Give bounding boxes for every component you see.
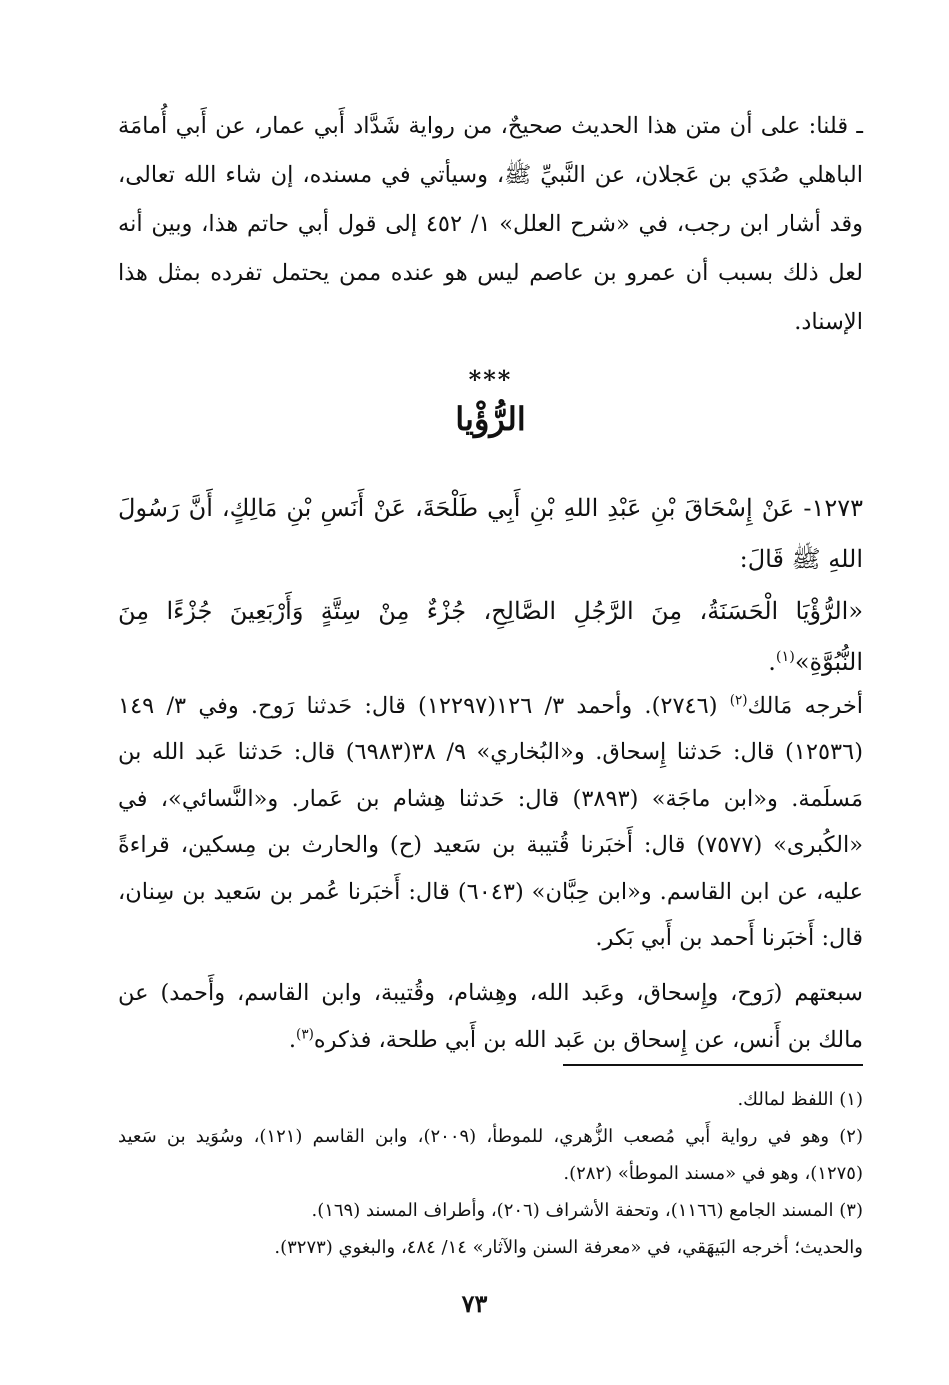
footnotes	[118, 1081, 863, 1266]
takhrij-start: أخرجه مَالك	[747, 692, 863, 719]
section-separator: ***	[468, 365, 513, 394]
summary-paragraph	[118, 970, 863, 1064]
footnote-3-continued: والحديث؛ أخرجه البَيهَقي، في «معرفة السنن والآثار» ١٤/ ٤٨٤، والبغوي (٣٢٧٣).	[274, 1237, 863, 1258]
intro-paragraph: ـ قلنا: على أن متن هذا الحديث صحيحٌ، من رواية شَدَّاد أَبي عمار، عن أَبي أُمامَة الباهلي صُدَي بن عَجلان، عن النَّبيِّ ﷺ، وسيأتي في مسنده، إن شاء الله تعالى، وقد أشار ابن رجب، في «شرح العلل» ١/ ٤٥٢ إلى قول أبي حاتم هذا، وبين أنه لعل ذلك بسبب أن عمرو بن عاصم ليس هو عنده ممن يحتمل تفرده بمثل هذا الإسناد.	[118, 113, 864, 335]
matn-end: .	[768, 648, 776, 676]
footnote-ref-3: (٣)	[296, 1026, 314, 1042]
hadith-isnad: ١٢٧٣- عَنْ إِسْحَاقَ بْنِ عَبْدِ اللهِ بْنِ أَبِي طَلْحَةَ، عَنْ أَنَسِ بْنِ مَالِكٍ، أَنَّ رَسُولَ اللهِ ﷺ قَالَ:	[118, 494, 863, 573]
page-number: ٧٣	[461, 1289, 488, 1318]
summary-end: .	[288, 1026, 297, 1053]
footnote-2: (٢) وهو في رواية أَبي مُصعب الزُّهري، للموطأ، (٢٠٠٩)، وابن القاسم (١٢١)، وسُوَيد بن سَعيد (١٢٧٥)، وهو في «مسند الموطأ» (٢٨٢).	[118, 1126, 863, 1184]
matn-text: «الرُّؤْيَا الْحَسَنَةُ، مِنَ الرَّجُلِ الصَّالِحِ، جُزْءٌ مِنْ سِتَّةٍ وَأَرْبَعِينَ جُزْءًا مِنَ النُّبُوَّةِ»	[118, 597, 863, 676]
footnote-ref-2: (٢)	[729, 692, 748, 708]
footnote-ref-1: (١)	[775, 649, 795, 665]
summary-text: سبعتهم (رَوح، وإِسحاق، وعَبد الله، وهِشام، وقُتيبة، وابن القاسم، وأَحمد) عن مالك بن أَنس، عن إِسحاق بن عَبد الله بن أَبي طلحة، فذكره	[118, 979, 863, 1053]
section-title: الرُّؤْيا	[455, 400, 526, 438]
footnote-1: (١) اللفظ لمالك.	[737, 1089, 863, 1110]
footnote-divider	[563, 1064, 863, 1066]
hadith-matn	[118, 586, 863, 688]
takhrij-paragraph	[118, 683, 863, 962]
footnote-3: (٣) المسند الجامع (١١٦٦)، وتحفة الأشراف (٢٠٦)، وأطراف المسند (١٦٩).	[311, 1200, 863, 1221]
takhrij-rest: (٢٧٤٦). وأحمد ٣/ ١٢٦(١٢٢٩٧) قال: حَدثنا رَوح. وفي ٣/ ١٤٩ (١٢٥٣٦) قال: حَدثنا إِسحاق. و«البُخاري» ٩/ ٣٨(٦٩٨٣) قال: حَدثنا عَبد الله بن مَسلَمة. و«ابن ماجَة» (٣٨٩٣) قال: حَدثنا هِشام بن عَمار. و«النَّسائي»، في «الكُبرى» (٧٥٧٧) قال: أَخبَرنا قُتيبة بن سَعيد (ح) والحارث بن مِسكين، قراءةً عليه، عن ابن القاسم. و«ابن حِبَّان» (٦٠٤٣) قال: أَخبَرنا عُمر بن سَعيد بن سِنان، قال: أَخبَرنا أَحمد بن أَبي بَكر.	[118, 692, 863, 951]
